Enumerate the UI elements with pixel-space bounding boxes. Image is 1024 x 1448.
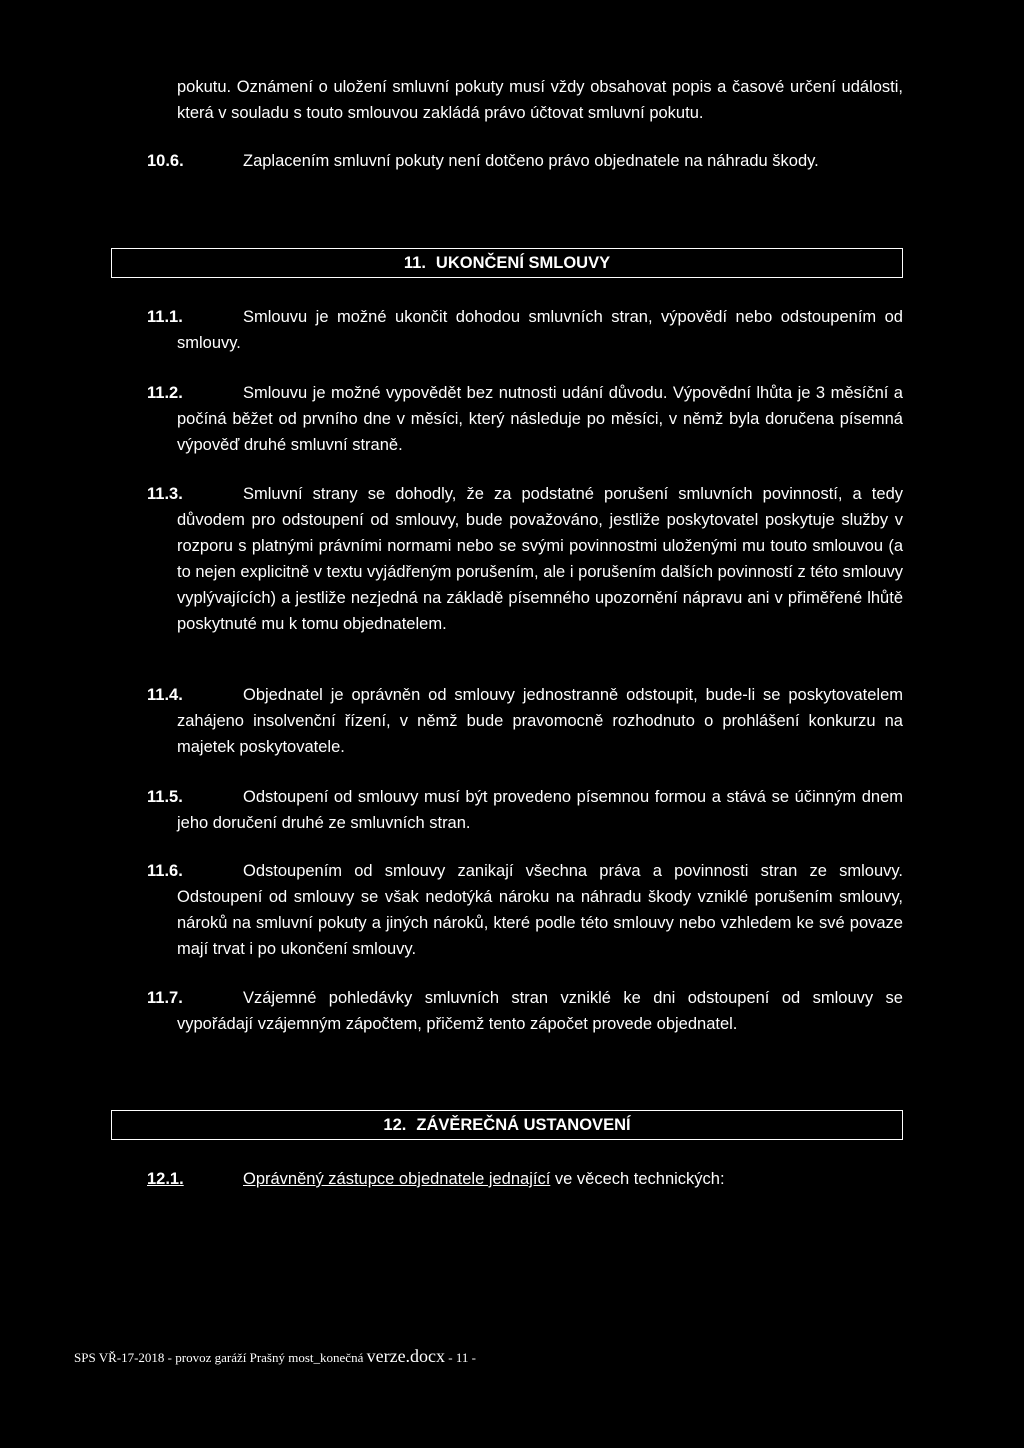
clause-text: Odstoupením od smlouvy zanikají všechna práva a povinnosti stran ze smlouvy. Odstoupení od smlouvy se však nedotýká nároku na náhradu škody vzniklé porušením smlouvy, nároků na smluvní pokuty a jiných nároků, které podle této smlouvy nebo vzhledem ke své povaze mají trvat i po ukončení smlouvy. [177, 862, 903, 958]
clause-text: Smlouvu je možné vypovědět bez nutnosti udání důvodu. Výpovědní lhůta je 3 měsíční a počíná běžet od prvního dne v měsíci, který následuje po měsíci, v němž byla doručena písemná výpověď druhé smluvní straně. [177, 384, 903, 454]
clause-text-underlined: Oprávněný zástupce objednatele jednající [243, 1170, 551, 1188]
clause-text: Odstoupení od smlouvy musí být provedeno písemnou formou a stává se účinným dnem jeho doručení druhé ze smluvních stran. [177, 788, 903, 832]
footer-filename-ext: verze.docx [366, 1346, 446, 1366]
footer-page-number: - 11 - [445, 1350, 476, 1365]
clause-number: 10.6. [147, 152, 184, 170]
clause-text: Zaplacením smluvní pokuty není dotčeno právo objednatele na náhradu škody. [243, 152, 819, 170]
clause-number: 11.7. [147, 989, 183, 1007]
clause-11-5 [147, 784, 903, 836]
clause-text: Vzájemné pohledávky smluvních stran vzniklé ke dni odstoupení od smlouvy se vypořádají vzájemným zápočtem, přičemž tento zápočet provede objednatel. [177, 989, 903, 1033]
clause-text: Smlouvu je možné ukončit dohodou smluvních stran, výpovědí nebo odstoupením od smlouvy. [177, 308, 903, 352]
clause-11-2 [147, 380, 903, 458]
clause-number: 12.1. [147, 1170, 184, 1188]
intro-text: pokutu. Oznámení o uložení smluvní pokuty musí vždy obsahovat popis a časové určení události, která v souladu s touto smlouvou zakládá právo účtovat smluvní pokutu. [177, 78, 903, 122]
clause-number: 11.3. [147, 485, 183, 503]
clause-text: Objednatel je oprávněn od smlouvy jednostranně odstoupit, bude-li se poskytovatelem zahájeno insolvenční řízení, v němž bude pravomocně rozhodnuto o prohlášení konkurzu na majetek poskytovatele. [177, 686, 903, 756]
clause-11-7 [147, 985, 903, 1037]
footer-filename: SPS VŘ-17-2018 - provoz garáží Prašný most_konečná [74, 1350, 367, 1365]
clause-text-rest: ve věcech technických: [550, 1170, 725, 1188]
clause-11-3 [147, 481, 903, 637]
clause-11-1 [147, 304, 903, 356]
clause-number: 11.5. [147, 788, 183, 806]
clause-12-1 [147, 1166, 903, 1192]
clause-text [177, 1166, 903, 1192]
section-12-heading [111, 1110, 903, 1140]
clause-number: 11.2. [147, 384, 183, 402]
section-number: 12. [383, 1116, 407, 1134]
section-title: UKONČENÍ SMLOUVY [435, 254, 611, 272]
clause-text: Smluvní strany se dohodly, že za podstatné porušení smluvních povinností, a tedy důvodem pro odstoupení od smlouvy, bude považováno, jestliže poskytovatel poskytuje služby v rozporu s platnými právními normami nebo se svými povinnostmi uloženými mu touto smlouvou (a to nejen explicitně v textu vyjádřeným porušením, ale i porušením dalších povinností z této smlouvy vyplývajících) a jestliže nezjedná na základě písemného upozornění nápravu ani v přiměřené lhůtě poskytnuté mu k tomu objednatelem. [177, 485, 903, 633]
clause-11-4 [147, 682, 903, 760]
intro-paragraph [177, 74, 903, 126]
section-number: 11. [403, 254, 426, 272]
clause-number: 11.6. [147, 862, 183, 880]
clause-number: 11.4. [147, 686, 183, 704]
clause-11-6 [147, 858, 903, 962]
section-title: ZÁVĚREČNÁ USTANOVENÍ [416, 1116, 631, 1134]
clause-10-6 [147, 148, 903, 174]
clause-number: 11.1. [147, 308, 183, 326]
page-footer [74, 1346, 476, 1368]
section-11-heading [111, 248, 903, 278]
